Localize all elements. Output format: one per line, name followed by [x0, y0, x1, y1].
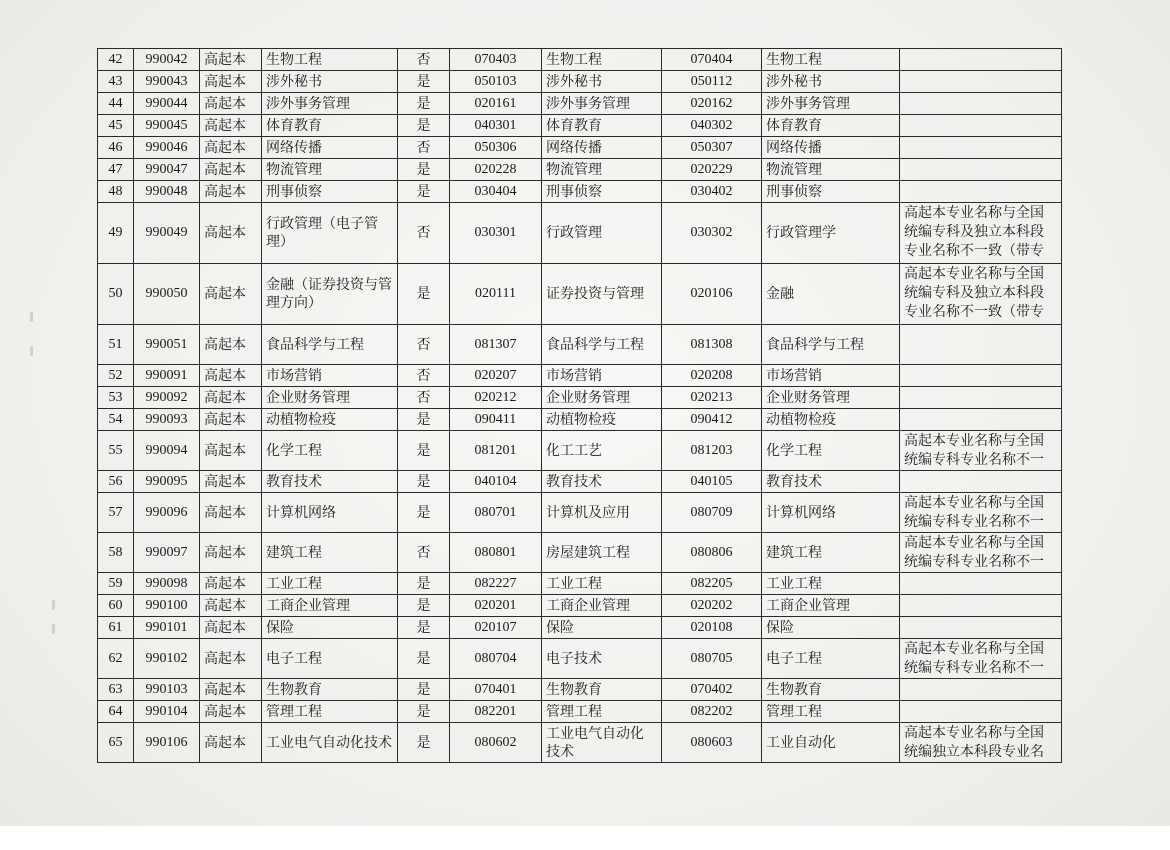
- binding-hole-mark: [30, 346, 33, 356]
- cell-level: 高起本: [200, 493, 262, 533]
- cell-flag: 是: [398, 723, 450, 763]
- cell-row-number: 48: [98, 181, 134, 203]
- cell-row-number: 49: [98, 203, 134, 264]
- table-row: [98, 595, 1062, 617]
- cell-flag: 是: [398, 71, 450, 93]
- cell-independent-name: 金融: [762, 264, 900, 325]
- cell-note: [900, 573, 1062, 595]
- cell-major-code: 990104: [134, 701, 200, 723]
- cell-independent-name: 工业自动化: [762, 723, 900, 763]
- cell-independent-name: 网络传播: [762, 137, 900, 159]
- cell-independent-code: 070402: [662, 679, 762, 701]
- cell-level: 高起本: [200, 617, 262, 639]
- page-bottom-margin: [0, 826, 1170, 850]
- cell-major-name: 涉外事务管理: [262, 93, 398, 115]
- cell-level: 高起本: [200, 409, 262, 431]
- cell-major-code: 990097: [134, 533, 200, 573]
- cell-independent-code: 020106: [662, 264, 762, 325]
- cell-major-name: 涉外秘书: [262, 71, 398, 93]
- cell-note: [900, 71, 1062, 93]
- cell-independent-name: 生物教育: [762, 679, 900, 701]
- cell-independent-name: 工业工程: [762, 573, 900, 595]
- cell-flag: 是: [398, 617, 450, 639]
- cell-independent-name: 体育教育: [762, 115, 900, 137]
- cell-major-name: 生物教育: [262, 679, 398, 701]
- cell-note: [900, 49, 1062, 71]
- cell-specialty-name: 涉外事务管理: [542, 93, 662, 115]
- cell-specialty-name: 生物教育: [542, 679, 662, 701]
- cell-specialty-code: 070401: [450, 679, 542, 701]
- cell-independent-code: 020229: [662, 159, 762, 181]
- cell-specialty-code: 020107: [450, 617, 542, 639]
- cell-flag: 否: [398, 365, 450, 387]
- table-row: [98, 137, 1062, 159]
- cell-level: 高起本: [200, 159, 262, 181]
- cell-major-name: 体育教育: [262, 115, 398, 137]
- cell-flag: 否: [398, 387, 450, 409]
- cell-level: 高起本: [200, 181, 262, 203]
- cell-independent-code: 082205: [662, 573, 762, 595]
- cell-level: 高起本: [200, 93, 262, 115]
- cell-row-number: 44: [98, 93, 134, 115]
- cell-specialty-name: 管理工程: [542, 701, 662, 723]
- cell-specialty-name: 物流管理: [542, 159, 662, 181]
- cell-note: 高起本专业名称与全国统编专科专业名称不一: [900, 533, 1062, 573]
- cell-independent-code: 040302: [662, 115, 762, 137]
- cell-specialty-code: 050306: [450, 137, 542, 159]
- cell-note: [900, 679, 1062, 701]
- cell-independent-code: 070404: [662, 49, 762, 71]
- table-row: [98, 387, 1062, 409]
- cell-specialty-code: 080704: [450, 639, 542, 679]
- cell-row-number: 57: [98, 493, 134, 533]
- cell-major-code: 990044: [134, 93, 200, 115]
- cell-level: 高起本: [200, 325, 262, 365]
- cell-note: [900, 471, 1062, 493]
- cell-major-code: 990093: [134, 409, 200, 431]
- cell-independent-code: 020202: [662, 595, 762, 617]
- cell-major-name: 金融（证券投资与管理方向）: [262, 264, 398, 325]
- cell-major-name: 行政管理（电子管理）: [262, 203, 398, 264]
- cell-flag: 是: [398, 639, 450, 679]
- cell-major-name: 化学工程: [262, 431, 398, 471]
- cell-level: 高起本: [200, 471, 262, 493]
- cell-flag: 是: [398, 679, 450, 701]
- cell-major-code: 990042: [134, 49, 200, 71]
- table-row: [98, 325, 1062, 365]
- table-row: [98, 409, 1062, 431]
- cell-flag: 是: [398, 701, 450, 723]
- cell-independent-name: 动植物检疫: [762, 409, 900, 431]
- cell-independent-code: 020213: [662, 387, 762, 409]
- table-row: [98, 639, 1062, 679]
- cell-major-code: 990043: [134, 71, 200, 93]
- cell-major-code: 990102: [134, 639, 200, 679]
- cell-row-number: 59: [98, 573, 134, 595]
- cell-level: 高起本: [200, 573, 262, 595]
- cell-major-code: 990050: [134, 264, 200, 325]
- cell-note: [900, 409, 1062, 431]
- binding-hole-mark: [30, 312, 33, 322]
- cell-independent-name: 化学工程: [762, 431, 900, 471]
- cell-specialty-code: 020111: [450, 264, 542, 325]
- cell-major-name: 工业电气自动化技术: [262, 723, 398, 763]
- cell-major-code: 990091: [134, 365, 200, 387]
- cell-flag: 是: [398, 573, 450, 595]
- cell-note: [900, 701, 1062, 723]
- cell-note: 高起本专业名称与全国统编专科专业名称不一: [900, 639, 1062, 679]
- cell-independent-name: 市场营销: [762, 365, 900, 387]
- cell-flag: 否: [398, 533, 450, 573]
- cell-note: [900, 115, 1062, 137]
- cell-level: 高起本: [200, 49, 262, 71]
- cell-independent-code: 020108: [662, 617, 762, 639]
- cell-independent-code: 050112: [662, 71, 762, 93]
- cell-level: 高起本: [200, 723, 262, 763]
- cell-major-name: 工业工程: [262, 573, 398, 595]
- cell-specialty-name: 教育技术: [542, 471, 662, 493]
- cell-row-number: 58: [98, 533, 134, 573]
- cell-note: [900, 617, 1062, 639]
- cell-specialty-name: 化工工艺: [542, 431, 662, 471]
- cell-specialty-name: 生物工程: [542, 49, 662, 71]
- cell-independent-code: 020208: [662, 365, 762, 387]
- cell-major-name: 工商企业管理: [262, 595, 398, 617]
- cell-independent-name: 电子工程: [762, 639, 900, 679]
- cell-major-code: 990106: [134, 723, 200, 763]
- cell-independent-code: 080603: [662, 723, 762, 763]
- cell-specialty-code: 030301: [450, 203, 542, 264]
- cell-major-code: 990094: [134, 431, 200, 471]
- cell-specialty-code: 030404: [450, 181, 542, 203]
- table-row: [98, 471, 1062, 493]
- table-row: [98, 679, 1062, 701]
- cell-independent-code: 040105: [662, 471, 762, 493]
- cell-major-name: 市场营销: [262, 365, 398, 387]
- cell-specialty-name: 涉外秘书: [542, 71, 662, 93]
- cell-row-number: 51: [98, 325, 134, 365]
- cell-independent-name: 行政管理学: [762, 203, 900, 264]
- cell-major-code: 990045: [134, 115, 200, 137]
- cell-independent-code: 090412: [662, 409, 762, 431]
- cell-level: 高起本: [200, 639, 262, 679]
- cell-specialty-name: 动植物检疫: [542, 409, 662, 431]
- cell-independent-name: 食品科学与工程: [762, 325, 900, 365]
- cell-level: 高起本: [200, 679, 262, 701]
- cell-major-name: 物流管理: [262, 159, 398, 181]
- cell-flag: 否: [398, 137, 450, 159]
- cell-independent-code: 080709: [662, 493, 762, 533]
- cell-level: 高起本: [200, 595, 262, 617]
- cell-flag: 是: [398, 493, 450, 533]
- cell-flag: 否: [398, 203, 450, 264]
- cell-level: 高起本: [200, 431, 262, 471]
- cell-specialty-name: 网络传播: [542, 137, 662, 159]
- cell-specialty-code: 081307: [450, 325, 542, 365]
- binding-hole-mark: [52, 600, 55, 610]
- cell-major-name: 网络传播: [262, 137, 398, 159]
- cell-note: [900, 387, 1062, 409]
- cell-major-name: 刑事侦察: [262, 181, 398, 203]
- cell-major-code: 990049: [134, 203, 200, 264]
- cell-note: [900, 137, 1062, 159]
- cell-specialty-code: 040104: [450, 471, 542, 493]
- table-row: [98, 71, 1062, 93]
- cell-independent-name: 刑事侦察: [762, 181, 900, 203]
- cell-specialty-code: 020212: [450, 387, 542, 409]
- cell-specialty-name: 证券投资与管理: [542, 264, 662, 325]
- table-row: [98, 203, 1062, 264]
- cell-major-code: 990100: [134, 595, 200, 617]
- cell-independent-name: 工商企业管理: [762, 595, 900, 617]
- cell-note: 高起本专业名称与全国统编独立本科段专业名: [900, 723, 1062, 763]
- cell-flag: 是: [398, 115, 450, 137]
- cell-row-number: 47: [98, 159, 134, 181]
- cell-level: 高起本: [200, 137, 262, 159]
- cell-major-code: 990046: [134, 137, 200, 159]
- cell-major-name: 建筑工程: [262, 533, 398, 573]
- cell-specialty-code: 020207: [450, 365, 542, 387]
- cell-note: [900, 325, 1062, 365]
- cell-major-name: 电子工程: [262, 639, 398, 679]
- cell-specialty-name: 工业电气自动化技术: [542, 723, 662, 763]
- cell-note: [900, 159, 1062, 181]
- cell-note: 高起本专业名称与全国统编专科专业名称不一: [900, 431, 1062, 471]
- cell-note: [900, 181, 1062, 203]
- cell-flag: 否: [398, 49, 450, 71]
- cell-specialty-name: 保险: [542, 617, 662, 639]
- cell-specialty-name: 行政管理: [542, 203, 662, 264]
- cell-flag: 是: [398, 264, 450, 325]
- cell-major-name: 生物工程: [262, 49, 398, 71]
- cell-major-code: 990092: [134, 387, 200, 409]
- cell-row-number: 65: [98, 723, 134, 763]
- cell-row-number: 55: [98, 431, 134, 471]
- cell-row-number: 56: [98, 471, 134, 493]
- cell-level: 高起本: [200, 533, 262, 573]
- cell-specialty-name: 计算机及应用: [542, 493, 662, 533]
- table-row: [98, 264, 1062, 325]
- cell-flag: 是: [398, 595, 450, 617]
- cell-major-code: 990101: [134, 617, 200, 639]
- cell-row-number: 42: [98, 49, 134, 71]
- cell-independent-code: 081203: [662, 431, 762, 471]
- cell-row-number: 45: [98, 115, 134, 137]
- cell-major-name: 保险: [262, 617, 398, 639]
- cell-flag: 是: [398, 181, 450, 203]
- cell-flag: 是: [398, 471, 450, 493]
- cell-row-number: 64: [98, 701, 134, 723]
- cell-independent-code: 030402: [662, 181, 762, 203]
- cell-major-code: 990103: [134, 679, 200, 701]
- cell-independent-code: 050307: [662, 137, 762, 159]
- cell-row-number: 63: [98, 679, 134, 701]
- cell-note: 高起本专业名称与全国统编专科及独立本科段专业名称不一致（带专: [900, 264, 1062, 325]
- cell-level: 高起本: [200, 203, 262, 264]
- cell-independent-name: 涉外事务管理: [762, 93, 900, 115]
- cell-major-code: 990095: [134, 471, 200, 493]
- cell-note: 高起本专业名称与全国统编专科专业名称不一: [900, 493, 1062, 533]
- cell-level: 高起本: [200, 264, 262, 325]
- cell-row-number: 62: [98, 639, 134, 679]
- cell-major-name: 计算机网络: [262, 493, 398, 533]
- cell-specialty-code: 070403: [450, 49, 542, 71]
- cell-independent-code: 030302: [662, 203, 762, 264]
- cell-specialty-name: 食品科学与工程: [542, 325, 662, 365]
- table-row: [98, 431, 1062, 471]
- cell-specialty-code: 082201: [450, 701, 542, 723]
- cell-level: 高起本: [200, 115, 262, 137]
- cell-independent-name: 保险: [762, 617, 900, 639]
- cell-independent-name: 计算机网络: [762, 493, 900, 533]
- cell-note: 高起本专业名称与全国统编专科及独立本科段专业名称不一致（带专: [900, 203, 1062, 264]
- cell-specialty-name: 房屋建筑工程: [542, 533, 662, 573]
- cell-specialty-name: 企业财务管理: [542, 387, 662, 409]
- cell-specialty-name: 工业工程: [542, 573, 662, 595]
- cell-specialty-code: 080701: [450, 493, 542, 533]
- table-row: [98, 493, 1062, 533]
- cell-major-code: 990047: [134, 159, 200, 181]
- cell-flag: 是: [398, 159, 450, 181]
- table-row: [98, 115, 1062, 137]
- table-row: [98, 533, 1062, 573]
- cell-row-number: 61: [98, 617, 134, 639]
- table-row: [98, 723, 1062, 763]
- cell-specialty-code: 040301: [450, 115, 542, 137]
- table-row: [98, 701, 1062, 723]
- cell-major-name: 教育技术: [262, 471, 398, 493]
- cell-row-number: 52: [98, 365, 134, 387]
- cell-specialty-name: 市场营销: [542, 365, 662, 387]
- cell-row-number: 43: [98, 71, 134, 93]
- cell-independent-code: 080806: [662, 533, 762, 573]
- cell-level: 高起本: [200, 365, 262, 387]
- table-row: [98, 93, 1062, 115]
- cell-independent-name: 企业财务管理: [762, 387, 900, 409]
- cell-major-name: 动植物检疫: [262, 409, 398, 431]
- cell-row-number: 60: [98, 595, 134, 617]
- cell-specialty-code: 020161: [450, 93, 542, 115]
- cell-row-number: 50: [98, 264, 134, 325]
- cell-specialty-code: 020201: [450, 595, 542, 617]
- cell-specialty-code: 050103: [450, 71, 542, 93]
- cell-independent-name: 教育技术: [762, 471, 900, 493]
- cell-specialty-code: 080602: [450, 723, 542, 763]
- cell-specialty-code: 082227: [450, 573, 542, 595]
- cell-note: [900, 365, 1062, 387]
- cell-specialty-code: 020228: [450, 159, 542, 181]
- cell-level: 高起本: [200, 71, 262, 93]
- cell-flag: 是: [398, 431, 450, 471]
- cell-flag: 是: [398, 409, 450, 431]
- cell-major-code: 990098: [134, 573, 200, 595]
- cell-specialty-code: 080801: [450, 533, 542, 573]
- table-body: [98, 49, 1062, 763]
- table-row: [98, 181, 1062, 203]
- cell-specialty-name: 工商企业管理: [542, 595, 662, 617]
- cell-independent-name: 物流管理: [762, 159, 900, 181]
- cell-note: [900, 595, 1062, 617]
- cell-row-number: 54: [98, 409, 134, 431]
- cell-major-name: 企业财务管理: [262, 387, 398, 409]
- cell-independent-name: 管理工程: [762, 701, 900, 723]
- table-row: [98, 573, 1062, 595]
- cell-major-code: 990096: [134, 493, 200, 533]
- cell-independent-code: 080705: [662, 639, 762, 679]
- table-row: [98, 365, 1062, 387]
- cell-specialty-name: 电子技术: [542, 639, 662, 679]
- cell-independent-name: 涉外秘书: [762, 71, 900, 93]
- cell-row-number: 53: [98, 387, 134, 409]
- cell-major-name: 管理工程: [262, 701, 398, 723]
- table-row: [98, 49, 1062, 71]
- cell-row-number: 46: [98, 137, 134, 159]
- cell-level: 高起本: [200, 387, 262, 409]
- cell-flag: 否: [398, 325, 450, 365]
- cell-major-code: 990051: [134, 325, 200, 365]
- cell-level: 高起本: [200, 701, 262, 723]
- cell-major-name: 食品科学与工程: [262, 325, 398, 365]
- cell-flag: 是: [398, 93, 450, 115]
- cell-independent-name: 生物工程: [762, 49, 900, 71]
- cell-specialty-code: 081201: [450, 431, 542, 471]
- cell-independent-code: 082202: [662, 701, 762, 723]
- table-row: [98, 617, 1062, 639]
- cell-independent-name: 建筑工程: [762, 533, 900, 573]
- cell-specialty-name: 刑事侦察: [542, 181, 662, 203]
- cell-specialty-name: 体育教育: [542, 115, 662, 137]
- cell-major-code: 990048: [134, 181, 200, 203]
- cell-independent-code: 081308: [662, 325, 762, 365]
- cell-independent-code: 020162: [662, 93, 762, 115]
- cell-specialty-code: 090411: [450, 409, 542, 431]
- cell-note: [900, 93, 1062, 115]
- table-row: [98, 159, 1062, 181]
- binding-hole-mark: [52, 624, 55, 634]
- major-list-table: [97, 48, 1062, 763]
